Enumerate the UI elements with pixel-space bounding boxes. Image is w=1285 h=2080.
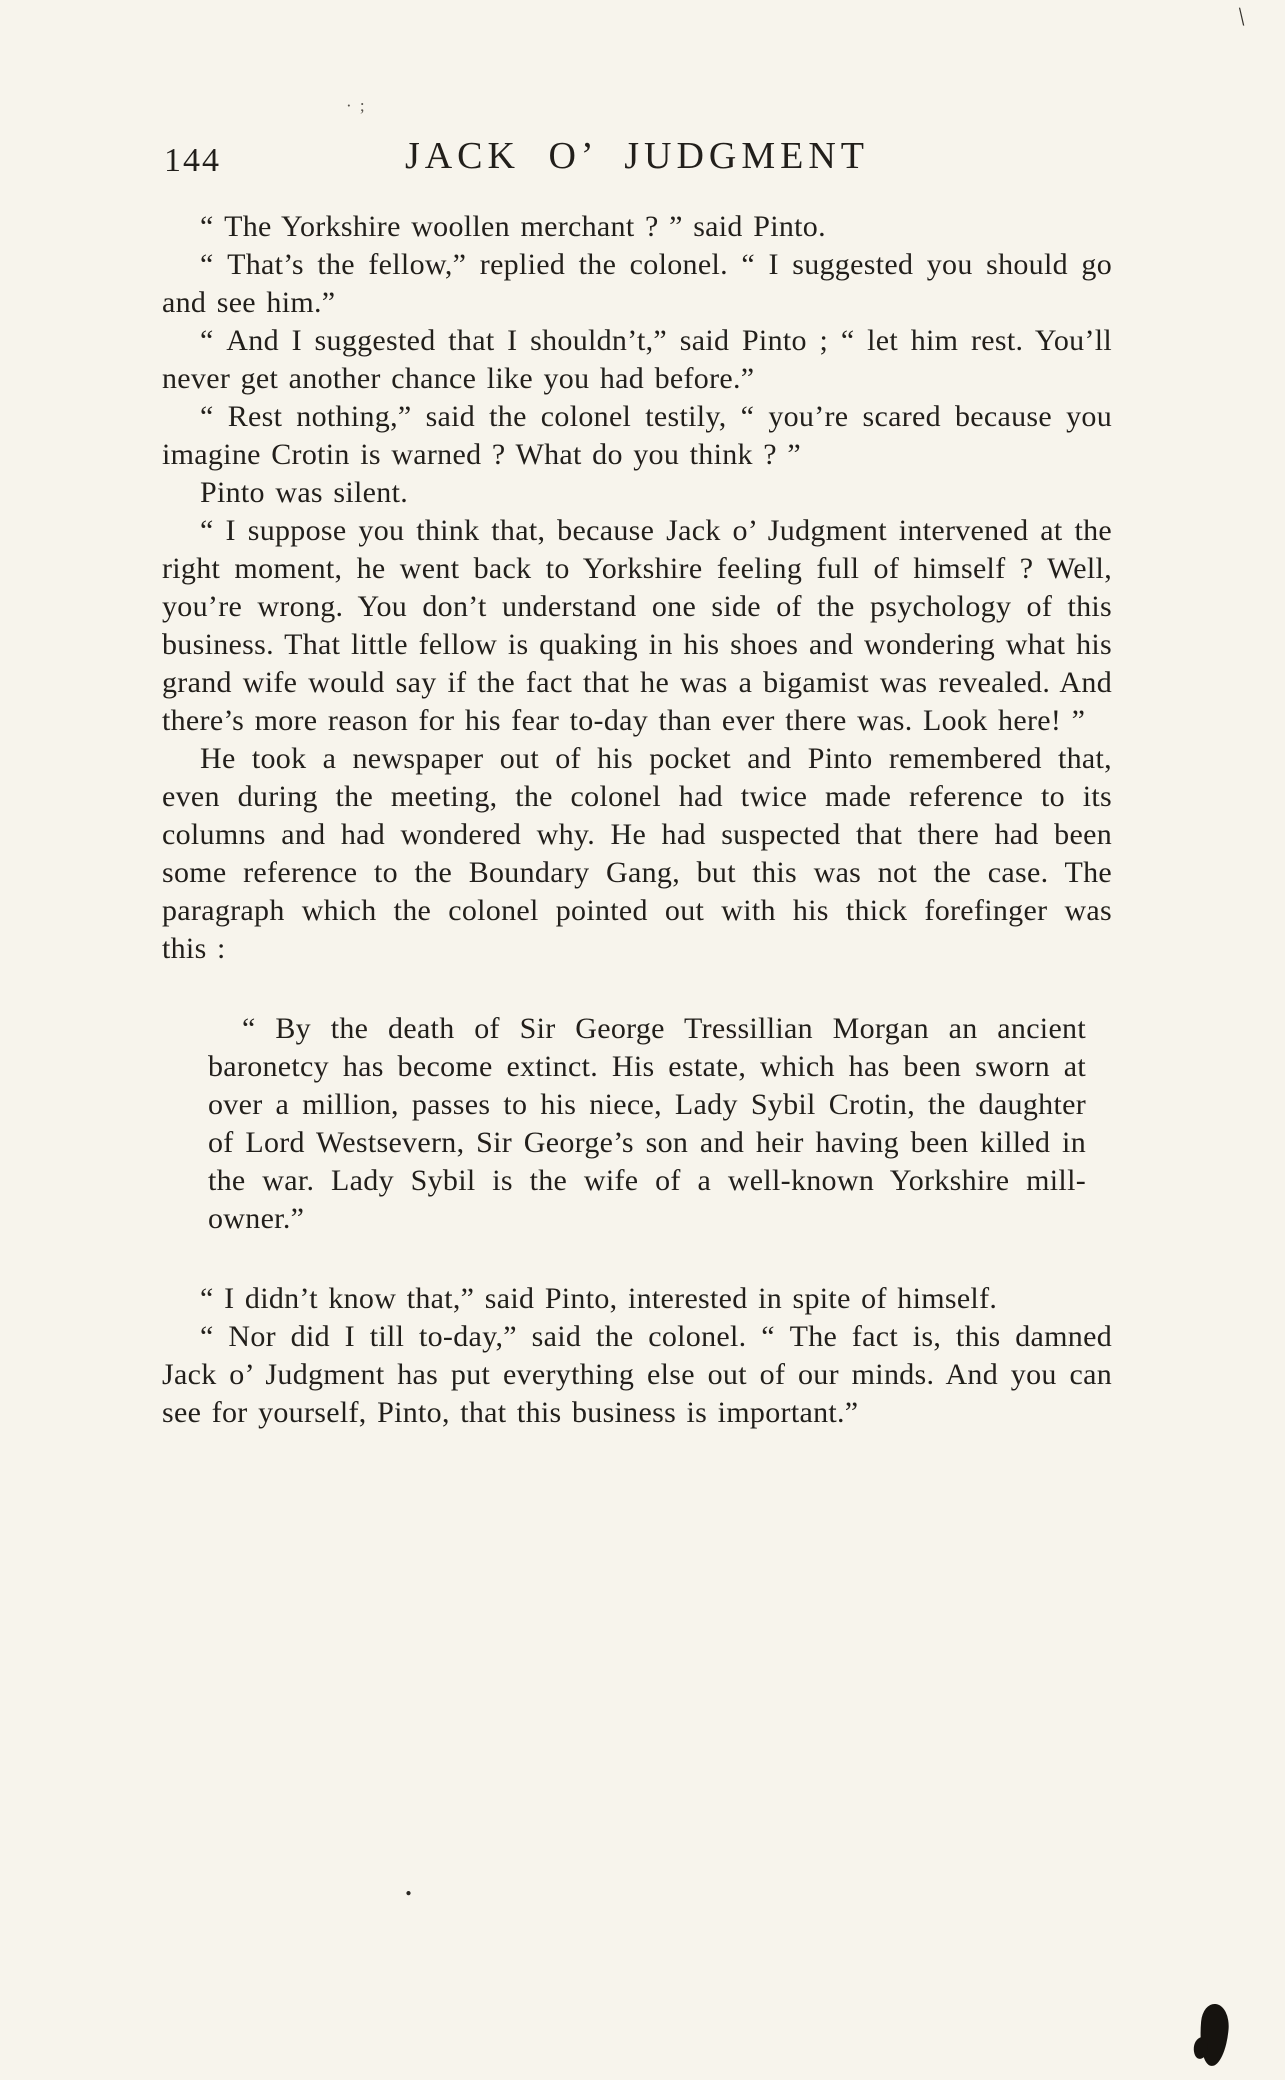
body-text — [162, 208, 1112, 1432]
scan-mark-top-right: \ — [1236, 1, 1247, 32]
running-head — [162, 134, 1112, 186]
ink-stain — [1197, 2003, 1230, 2067]
scan-mark-dot: . — [404, 1863, 413, 1903]
paragraph-3: “ And I suggested that I shouldn’t,” said Pinto ; “ let him rest. You’ll never get another chance like you had before.” — [162, 324, 1112, 395]
scan-mark-small: · ; — [346, 96, 367, 115]
paragraph-4: “ Rest nothing,” said the colonel testily, “ you’re scared because you imagine Crotin is warned ? What do you think ? ” — [162, 400, 1112, 471]
paragraph-9: “ Nor did I till to-day,” said the colonel. “ The fact is, this damned Jack o’ Judgment has put everything else out of our minds. And you can see for yourself, Pinto, that this business is important.” — [162, 1320, 1112, 1429]
paragraph-1: “ The Yorkshire woollen merchant ? ” said Pinto. — [200, 210, 826, 243]
running-title: JACK O’ JUDGMENT — [404, 135, 870, 177]
page-number: 144 — [164, 142, 221, 179]
paragraph-2: “ That’s the fellow,” replied the colonel. “ I suggested you should go and see him.” — [162, 248, 1112, 319]
paragraph-6: “ I suppose you think that, because Jack o’ Judgment intervened at the right moment, he went back to Yorkshire feeling full of himself ? Well, you’re wrong. You don’t understand one side of the psychology of this business. That little fellow is quaking in his shoes and wondering what his grand wife would say if the fact that he was a bigamist was revealed. And there’s more reason for his fear to-day than ever there was. Look here! ” — [162, 514, 1112, 737]
paragraph-5: Pinto was silent. — [200, 476, 409, 509]
paragraph-8: “ I didn’t know that,” said Pinto, interested in spite of himself. — [200, 1282, 998, 1315]
newspaper-extract: “ By the death of Sir George Tressillian Morgan an ancient baronetcy has become extinct. His estate, which has been sworn at over a million, passes to his niece, Lady Sybil Crotin, the daughter of Lord Westsevern, Sir George’s son and heir having been killed in the war. Lady Sybil is the wife of a well-known Yorkshire mill-owner.” — [208, 1012, 1086, 1235]
paragraph-7: He took a newspaper out of his pocket and Pinto remembered that, even during the meeting, the colonel had twice made reference to its columns and had wondered why. He had suspected that there had been some reference to the Boundary Gang, but this was not the case. The paragraph which the colonel pointed out with his thick forefinger was this : — [162, 742, 1112, 965]
